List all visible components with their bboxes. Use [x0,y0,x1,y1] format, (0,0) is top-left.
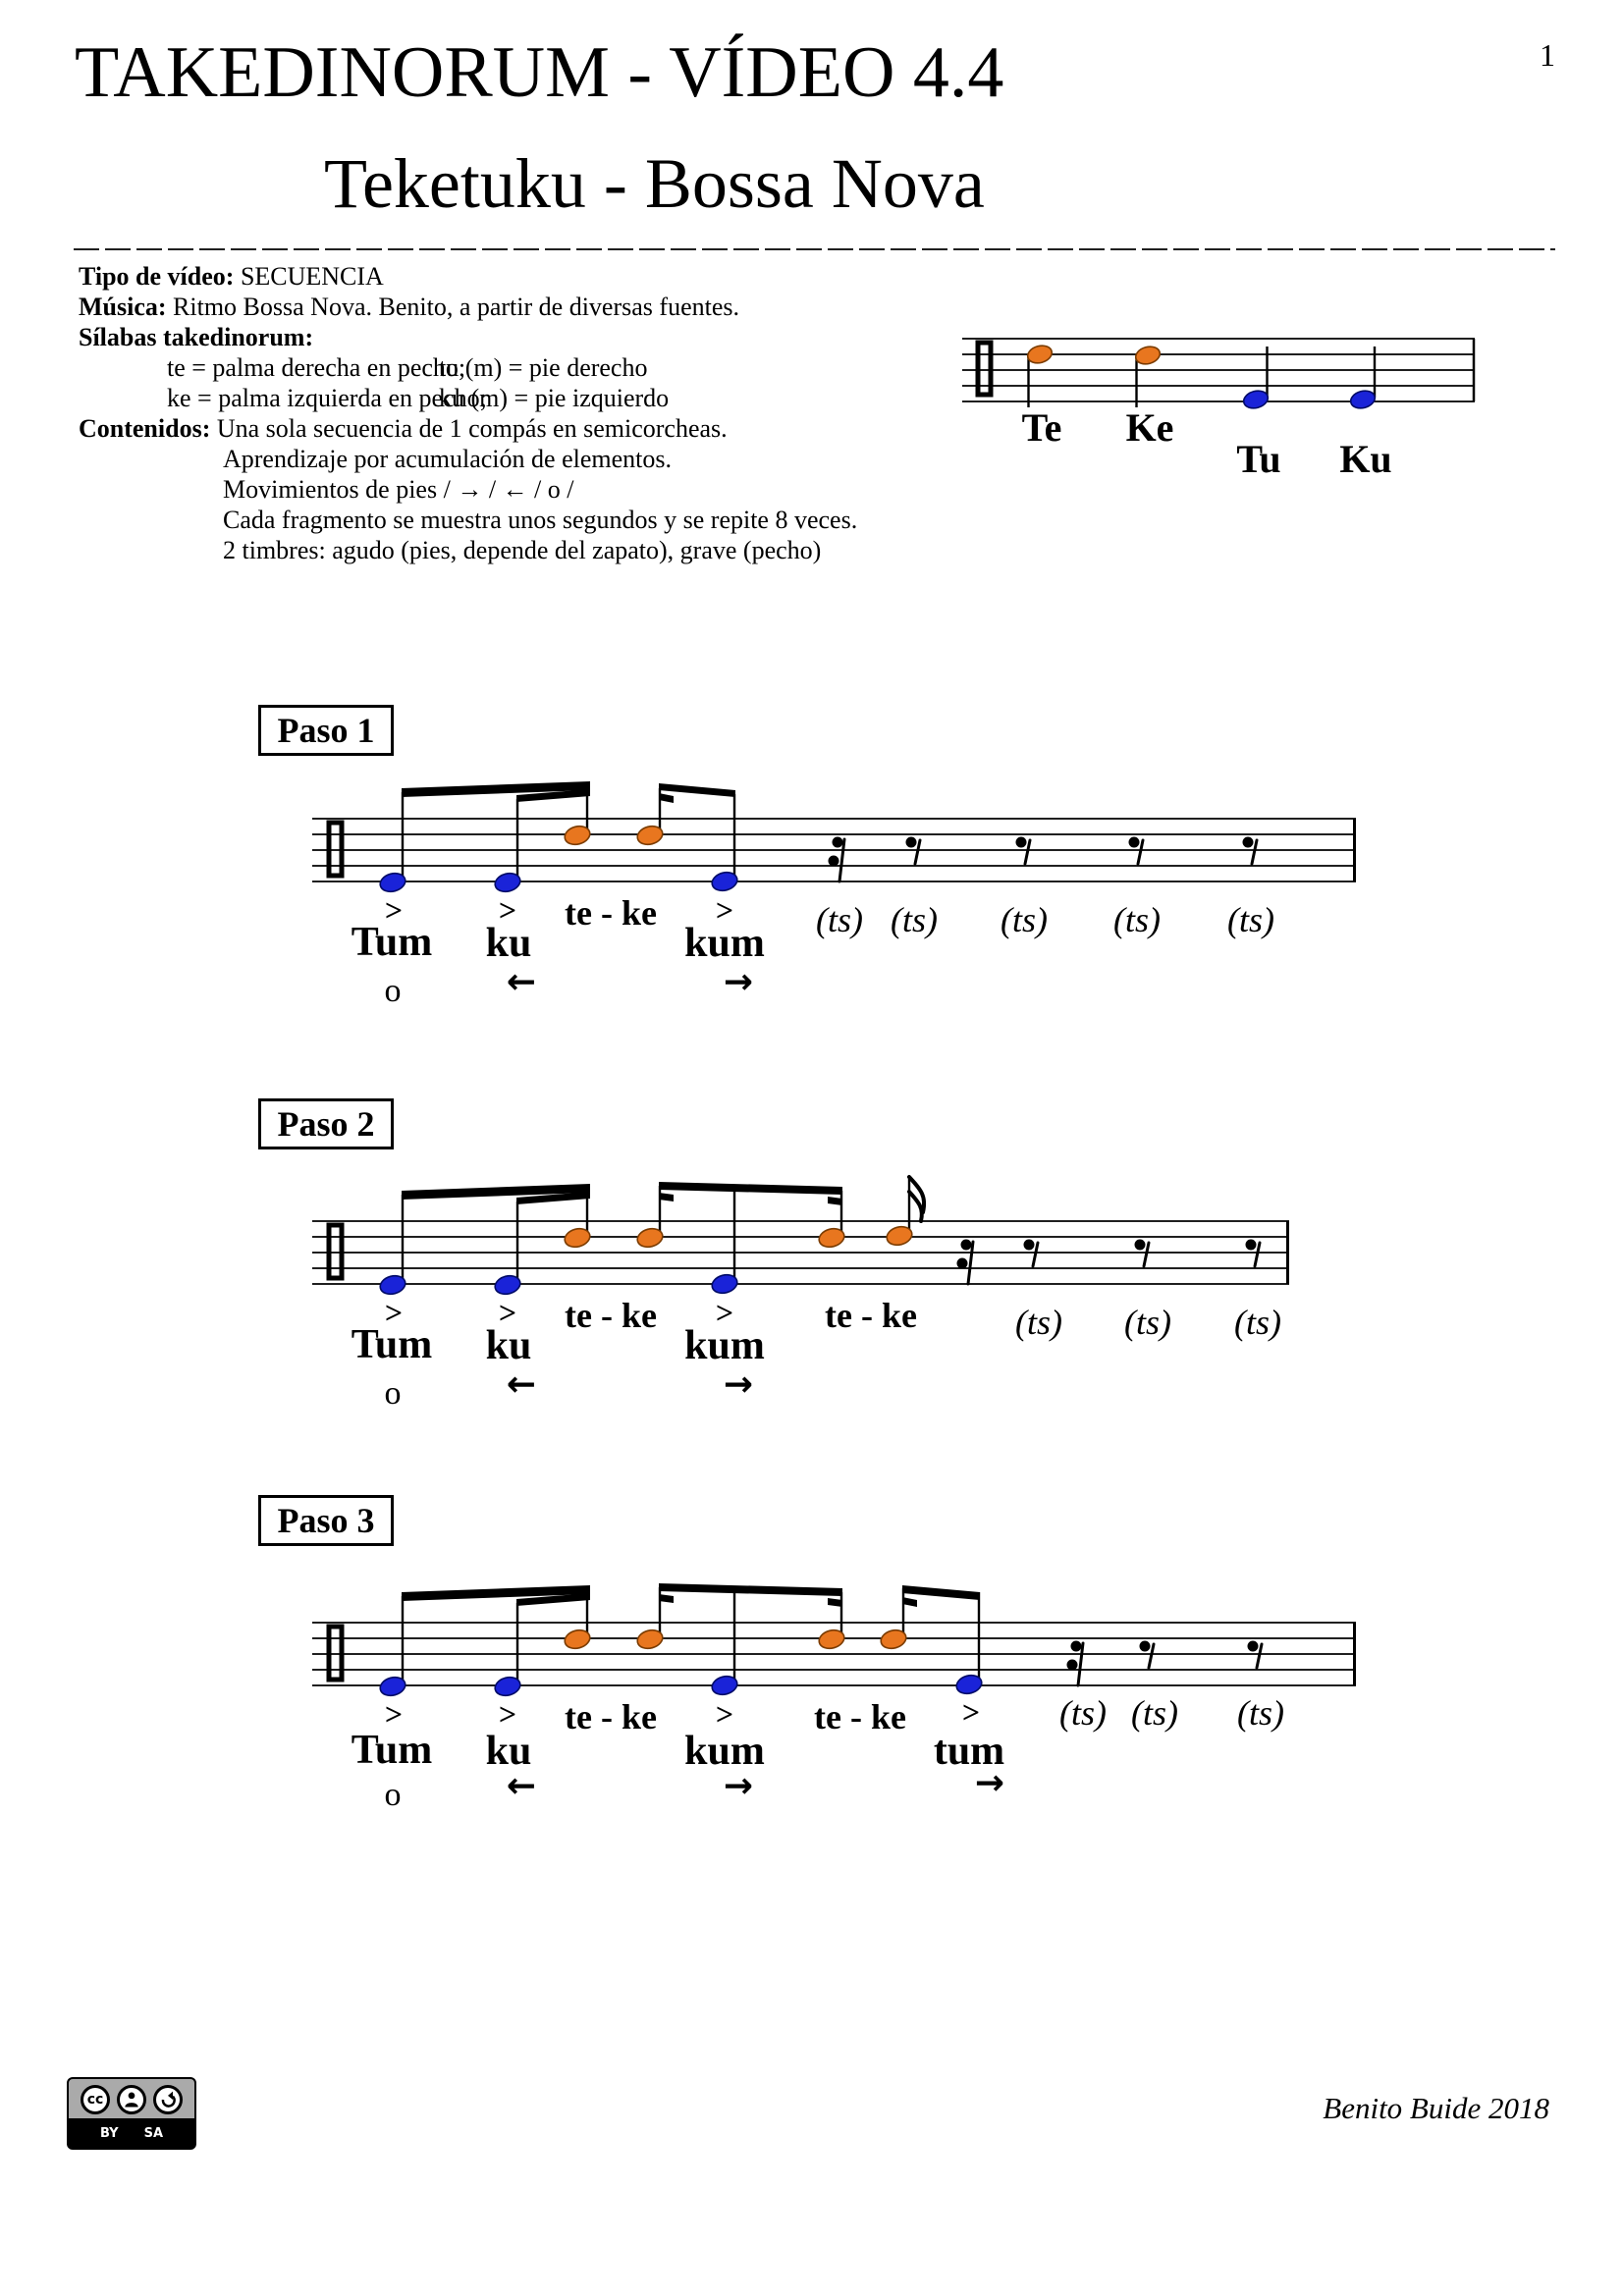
ts-label: (ts) [1015,1303,1062,1342]
syllable-teke: te - ke [814,1697,906,1736]
cc-icon-text: cc [86,2092,104,2108]
beams [402,1182,842,1205]
meta-def-ku-right: ku (m) = pie izquierdo [439,384,670,412]
cc-license-badge [67,2077,196,2150]
notes [378,1587,984,1698]
percussion-clef-icon [978,343,991,395]
paso-1-title: Paso 1 [258,705,394,756]
meta-def-te [79,352,1060,383]
meta-def-te-left: te = palma derecha en pecho; [167,353,466,382]
syllable-teke: te - ke [565,1697,657,1736]
meta-contenidos-line5: 2 timbres: agudo (pies, depende del zapato), grave (pecho) [223,536,822,564]
ts-label: (ts) [1227,900,1274,939]
foot-in-place-label: o [384,973,402,1009]
right-arrow-icon: → [723,1766,754,1806]
left-arrow-icon: ← [506,1766,537,1806]
intro-label-ke: Ke [1125,405,1174,450]
metadata-block [79,261,1060,565]
note-te [1026,344,1055,407]
ts-label: (ts) [1124,1303,1171,1342]
accent-mark: > [715,1295,734,1330]
paso-3-title: Paso 3 [258,1495,394,1546]
left-arrow-icon: ← [506,1364,537,1405]
accent-mark: > [715,892,734,928]
meta-musica-label: Música: [79,293,167,321]
sixteenth-rest-icon [829,837,845,882]
ts-label: (ts) [1059,1693,1107,1733]
meta-silabas [79,322,1060,352]
syllable-tum: Tum [351,1728,433,1773]
meta-contenidos [79,413,1060,444]
accent-mark: > [498,892,517,928]
accent-mark: > [498,1295,517,1330]
beams [402,1583,980,1607]
ts-label: (ts) [891,900,938,939]
meta-contenidos-line3: Movimientos de pies / → / ← / o / [223,475,574,504]
foot-in-place-label: o [384,1777,402,1813]
meta-contenidos-label: Contenidos: [79,414,211,443]
ts-label: (ts) [1237,1693,1284,1733]
note-tu [1242,347,1271,410]
paso-1-section [255,702,1365,1026]
paso-1-staff-graphic [255,702,1365,1026]
accent-mark: > [498,1696,517,1732]
meta-musica [79,292,1060,322]
note-ke [1134,345,1163,407]
syllable-teke: te - ke [825,1296,917,1335]
right-arrow-icon: → [723,962,754,1002]
separator-line [71,245,1558,253]
intro-label-tu: Tu [1236,437,1281,481]
page-number: 1 [1540,37,1555,73]
accent-mark: > [961,1694,981,1730]
meta-contenidos-line4: Cada fragmento se muestra unos segundos y se repite 8 veces. [223,506,858,534]
right-arrow-icon: → [723,1364,754,1405]
intro-staff [957,334,1488,491]
syllable-teke: te - ke [565,893,657,933]
cc-icon-row [81,2085,183,2114]
syllable-tum2: tum [933,1729,1005,1774]
percussion-clef-icon [329,823,342,876]
accent-mark: > [715,1696,734,1732]
syllable-tum: Tum [351,1322,433,1367]
cc-by-label: BY [99,2125,119,2141]
syllable-tum: Tum [351,920,433,965]
document-subtitle: Teketuku - Bossa Nova [324,144,985,223]
beams [402,781,735,803]
percussion-clef-icon [329,1225,342,1278]
syllable-kum: kum [684,1323,765,1368]
right-arrow-icon: → [974,1763,1005,1803]
ts-label: (ts) [1234,1303,1281,1342]
percussion-clef-icon [329,1627,342,1680]
left-arrow-icon: ← [506,962,537,1002]
staff-lines [312,1221,1289,1284]
cc-license-terms [69,2118,194,2148]
sixteenth-rest-icon [1067,1641,1084,1686]
staff-lines [312,819,1356,881]
paso-2-title: Paso 2 [258,1098,394,1149]
ts-label: (ts) [816,900,863,939]
paso-2-section [255,1095,1365,1428]
accent-mark: > [384,1696,404,1732]
ts-label: (ts) [1113,900,1161,939]
intro-label-te: Te [1021,405,1062,450]
syllable-teke: te - ke [565,1296,657,1335]
paso-2-staff-graphic [255,1095,1365,1428]
accent-mark: > [384,892,404,928]
syllable-kum: kum [684,921,765,966]
attribution-icon [117,2085,146,2114]
meta-silabas-label: Sílabas takedinorum: [79,323,314,351]
sixteenth-rest-icon [957,1240,974,1285]
syllable-ku: ku [485,1323,532,1368]
meta-contenidos-value: Una sola secuencia de 1 compás en semicorcheas. [216,414,728,443]
note-ku [1349,347,1378,410]
sixteenth-flag-icon [909,1192,922,1221]
meta-contenidos-line2: Aprendizaje por acumulación de elementos. [223,445,672,473]
syllable-kum: kum [684,1729,765,1774]
share-alike-icon [153,2085,183,2114]
accent-mark: > [384,1295,404,1330]
ts-label: (ts) [1001,900,1048,939]
meta-def-tu-right: tu (m) = pie derecho [439,353,648,382]
meta-tipo-value: SECUENCIA [240,262,384,291]
meta-tipo [79,261,1060,292]
syllable-ku: ku [485,1729,532,1774]
document-title: TAKEDINORUM - VÍDEO 4.4 [75,32,1004,113]
paso-3-section [255,1487,1365,1821]
ts-label: (ts) [1131,1693,1178,1733]
meta-def-ke-left: ke = palma izquierda en pecho; [167,384,487,412]
meta-tipo-label: Tipo de vídeo: [79,262,235,291]
meta-def-ke [79,383,1060,413]
foot-in-place-label: o [384,1375,402,1412]
cc-sa-label: SA [143,2125,164,2141]
author-credit: Benito Buide 2018 [1323,2091,1549,2125]
intro-label-ku: Ku [1339,437,1392,481]
notes [378,786,739,894]
cc-icon [81,2085,110,2114]
syllable-ku: ku [485,921,532,966]
meta-musica-value: Ritmo Bossa Nova. Benito, a partir de diversas fuentes. [173,293,739,321]
